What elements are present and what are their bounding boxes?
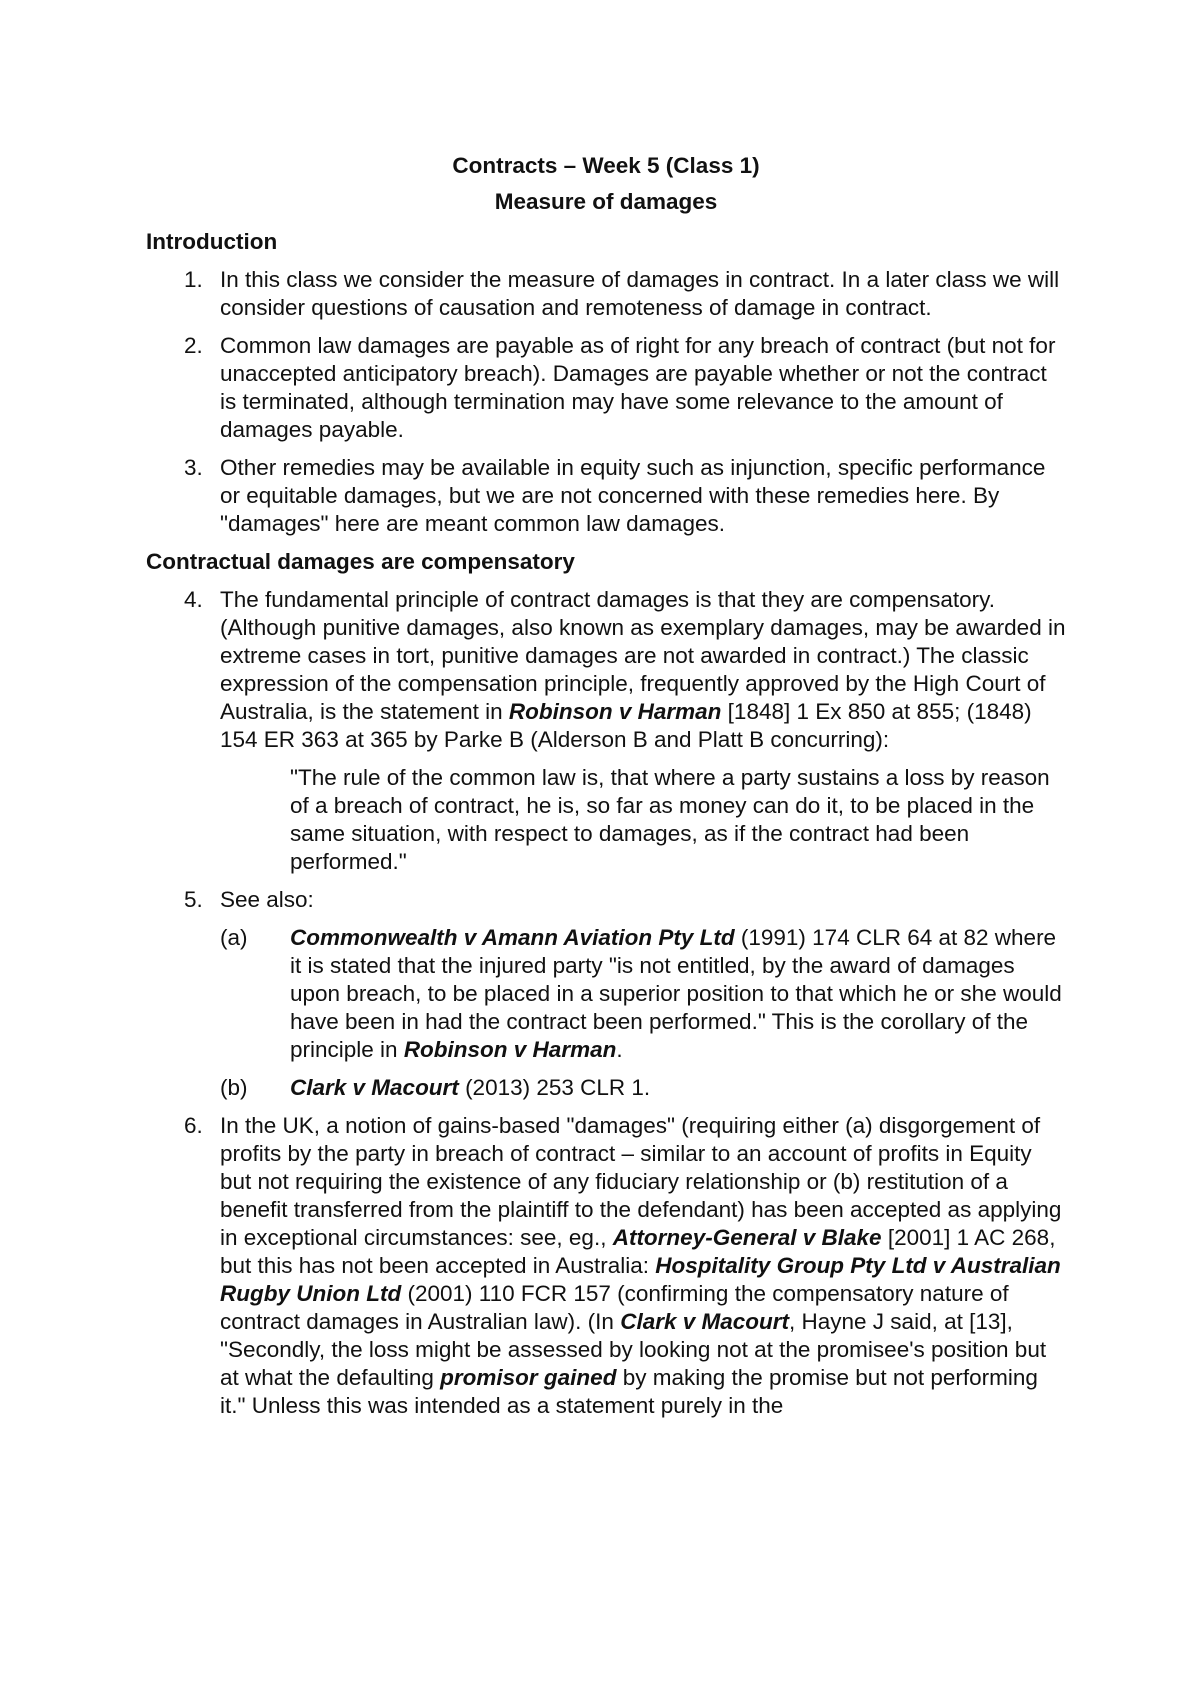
case-citation: Clark v Macourt [620, 1309, 790, 1334]
paragraph-text: In this class we consider the measure of damages in contract. In a later class we will consider questions of causation and remoteness of damage in contract. [220, 267, 1060, 320]
document-subtitle: Measure of damages [494, 189, 718, 214]
subparagraph-b [146, 1074, 1066, 1102]
paragraph-text: . [616, 1037, 623, 1062]
paragraph-3 [146, 454, 1066, 538]
case-citation: Robinson v Harman [508, 699, 722, 724]
paragraph-number: 6. [184, 1113, 203, 1138]
document-body [146, 152, 1066, 1430]
paragraph-6 [146, 1112, 1066, 1420]
paragraph-2 [146, 332, 1066, 444]
emphasis-text: promisor gained [440, 1365, 617, 1390]
paragraph-text: by making the promise but not performing it." Unless this was intended as a statement purely in the [220, 1365, 1038, 1418]
subparagraph-number: (a) [220, 925, 248, 950]
case-citation: Hospitality Group Pty Ltd v Australian Rugby Union Ltd [220, 1253, 1061, 1306]
paragraph-text: , Hayne J said, at [13], "Secondly, the loss might be assessed by looking not at the promisee's position but at what the defaulting [220, 1309, 1047, 1390]
paragraph-text: (2013) 253 CLR 1. [458, 1075, 651, 1100]
case-citation: Attorney-General v Blake [612, 1225, 882, 1250]
paragraph-text: The fundamental principle of contract damages is that they are compensatory. (Although punitive damages, also known as exemplary damages, may be awarded in extreme cases in tort, punitive damages are not awarded in contract.) The classic expression of the compensation principle, frequently approved by the High Court of Australia, is the statement in [220, 587, 1066, 724]
paragraph-text: Common law damages are payable as of right for any breach of contract (but not for unaccepted anticipatory breach). Damages are payable whether or not the contract is terminated, although termination may have some relevance to the amount of damages payable. [220, 333, 1056, 442]
section-heading-compensatory: Contractual damages are compensatory [146, 549, 575, 574]
paragraph-text: In the UK, a notion of gains-based "damages" (requiring either (a) disgorgement of profits by the party in breach of contract – similar to an account of profits in Equity but not requiring the existence of any fiduciary relationship or (b) restitution of a benefit transferred from the plaintiff to the defendant) has been accepted as applying in exceptional circumstances: see, eg., [220, 1113, 1062, 1250]
paragraph-number: 4. [184, 587, 203, 612]
case-citation: Commonwealth v Amann Aviation Pty Ltd [290, 925, 735, 950]
paragraph-number: 1. [184, 267, 203, 292]
paragraph-number: 2. [184, 333, 203, 358]
paragraph-text: Other remedies may be available in equity such as injunction, specific performance or equitable damages, but we are not concerned with these remedies here. By "damages" here are meant common law damages. [220, 455, 1046, 536]
subparagraph-number: (b) [220, 1075, 248, 1100]
paragraph-text: [2001] 1 AC 268, but this has not been accepted in Australia: [220, 1225, 1056, 1278]
paragraph-text: [1848] 1 Ex 850 at 855; (1848) 154 ER 363 at 365 by Parke B (Alderson B and Platt B concurring): [220, 699, 1032, 752]
case-citation: Robinson v Harman [403, 1037, 617, 1062]
paragraph-number: 5. [184, 887, 203, 912]
paragraph-text: See also: [220, 887, 314, 912]
paragraph-text: (1991) 174 CLR 64 at 82 where it is stated that the injured party "is not entitled, by the award of damages upon breach, to be placed in a superior position to that which he or she would have been in had the contract been performed." This is the corollary of the principle in [290, 925, 1062, 1062]
paragraph-text: (2001) 110 FCR 157 (confirming the compensatory nature of contract damages in Australian law). (In [220, 1281, 1009, 1334]
paragraph-5 [146, 886, 1066, 914]
paragraph-number: 3. [184, 455, 203, 480]
case-citation: Clark v Macourt [290, 1075, 459, 1100]
section-heading-introduction: Introduction [146, 229, 278, 254]
subparagraph-a [146, 924, 1066, 1064]
block-quote: "The rule of the common law is, that where a party sustains a loss by reason of a breach of contract, he is, so far as money can do it, to be placed in the same situation, with respect to damages, as if the contract had been performed." [290, 765, 1050, 874]
paragraph-4 [146, 586, 1066, 754]
paragraph-1 [146, 266, 1066, 322]
document-title: Contracts – Week 5 (Class 1) [452, 153, 760, 178]
